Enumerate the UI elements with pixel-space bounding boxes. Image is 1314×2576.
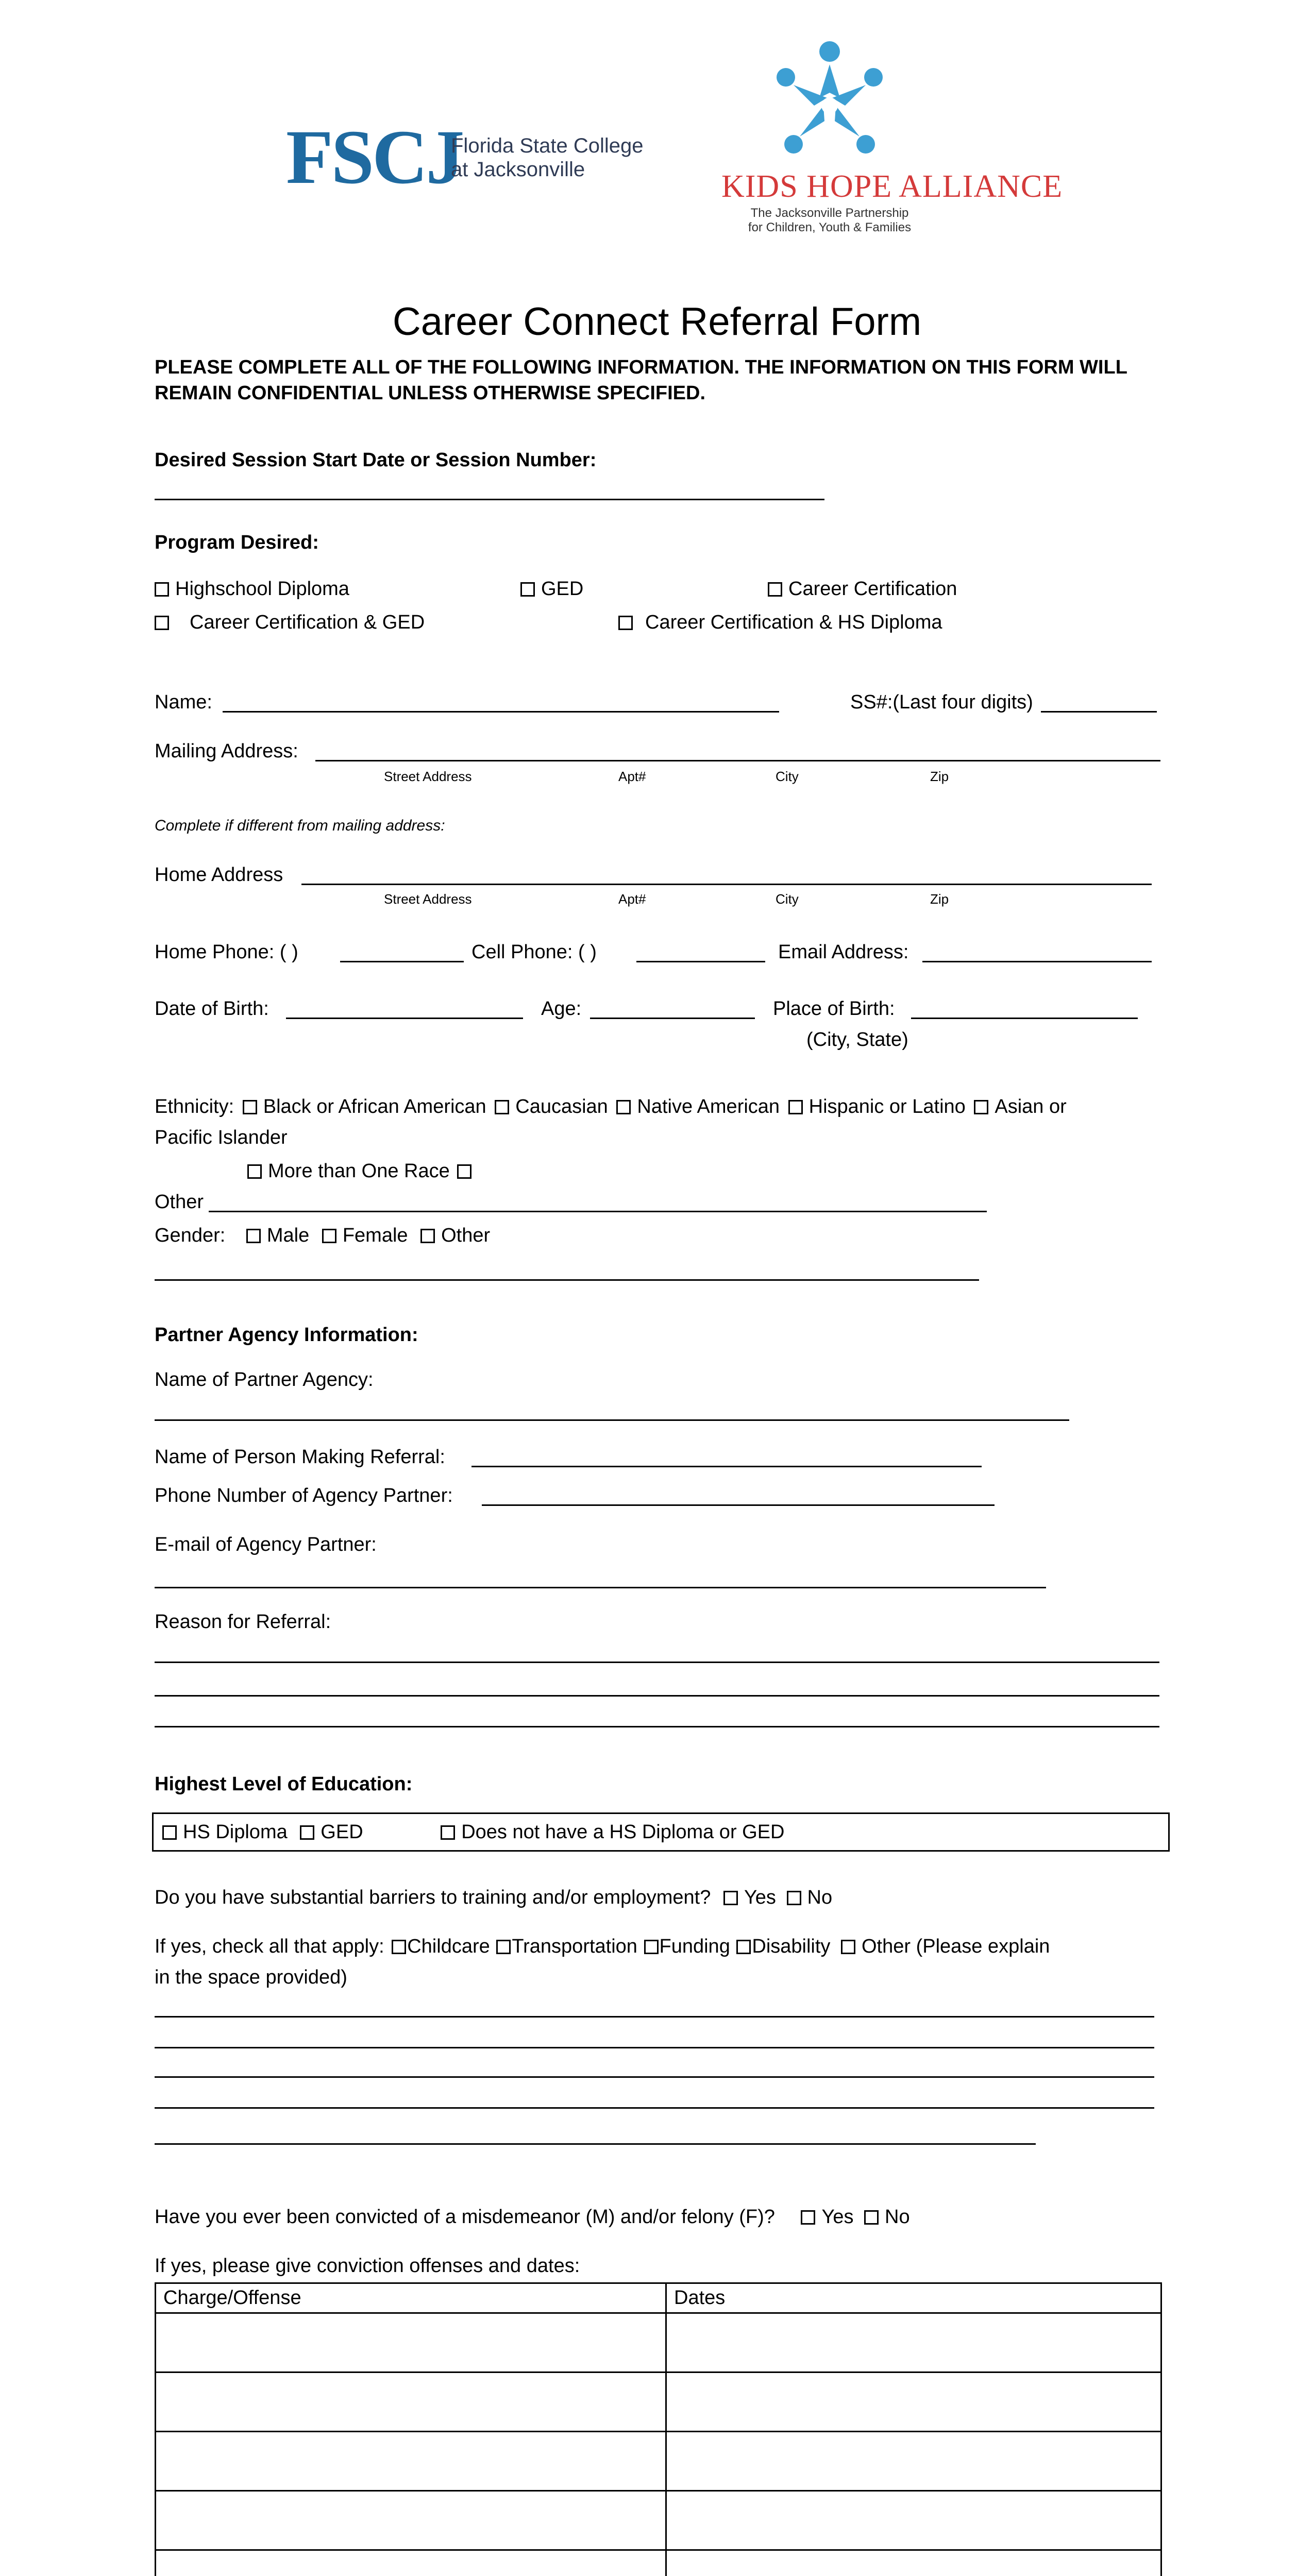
checkbox-hispanic[interactable]: [788, 1100, 803, 1114]
charge-cell[interactable]: [156, 2313, 666, 2372]
fscj-logo-mark: FSCJ: [286, 114, 463, 200]
option-label: Native American: [637, 1096, 780, 1117]
home-city-caption: City: [776, 891, 799, 907]
session-label: Desired Session Start Date or Session Number:: [155, 449, 597, 471]
ethnicity-label: Ethnicity:: [155, 1096, 234, 1117]
email-label: Email Address:: [778, 941, 909, 963]
partner-agency-input[interactable]: [155, 1419, 1069, 1421]
intro-line2: REMAIN CONFIDENTIAL UNLESS OTHERWISE SPECIFIED.: [155, 382, 706, 404]
option-label: More than One Race: [268, 1160, 450, 1182]
barriers-line-2[interactable]: [155, 2047, 1154, 2048]
referral-reason-line-3[interactable]: [155, 1726, 1159, 1727]
checkbox[interactable]: [618, 616, 633, 630]
pob-label: Place of Birth:: [773, 998, 895, 1020]
gender-label: Gender:: [155, 1225, 226, 1246]
charge-cell[interactable]: [156, 2491, 666, 2550]
checkbox-native[interactable]: [616, 1100, 631, 1114]
barriers-line-5[interactable]: [155, 2143, 1036, 2145]
home-apt-caption: Apt#: [618, 891, 646, 907]
partner-phone-input[interactable]: [482, 1504, 995, 1506]
ethnicity-pacific: Pacific Islander: [155, 1127, 288, 1148]
checkbox-gender-other[interactable]: [420, 1229, 435, 1243]
home-phone-label: Home Phone: ( ): [155, 941, 298, 963]
checkbox-conviction-no[interactable]: [864, 2210, 879, 2225]
barriers-types-row2: in the space provided): [155, 1967, 347, 1988]
dob-label: Date of Birth:: [155, 998, 269, 1020]
program-heading: Program Desired:: [155, 532, 319, 553]
mailing-apt-caption: Apt#: [618, 769, 646, 784]
checkbox[interactable]: [520, 582, 535, 597]
option-label: Childcare: [407, 1936, 490, 1957]
ethnicity-other-label: Other: [155, 1191, 204, 1213]
checkbox-ged[interactable]: [300, 1825, 314, 1840]
partner-phone-label: Phone Number of Agency Partner:: [155, 1485, 453, 1506]
option-label: Yes: [744, 1887, 776, 1908]
fscj-name-line2: at Jacksonville: [451, 158, 585, 181]
option-label: Career Certification: [788, 578, 957, 600]
checkbox-funding[interactable]: [644, 1940, 659, 1954]
date-cell[interactable]: [666, 2313, 1161, 2372]
checkbox-childcare[interactable]: [392, 1940, 406, 1954]
conviction-instruction: If yes, please give conviction offenses and dates:: [155, 2255, 580, 2277]
barriers-line-1[interactable]: [155, 2016, 1154, 2018]
option-label: Caucasian: [515, 1096, 608, 1117]
date-cell[interactable]: [666, 2491, 1161, 2550]
education-heading: Highest Level of Education:: [155, 1773, 413, 1795]
fscj-name-line1: Florida State College: [451, 134, 644, 157]
home-street-caption: Street Address: [384, 891, 472, 907]
mailing-label: Mailing Address:: [155, 740, 298, 762]
home-address-label: Home Address: [155, 864, 283, 886]
barriers-line-3[interactable]: [155, 2076, 1154, 2078]
conviction-table: [155, 2282, 1162, 2576]
checkbox-conviction-yes[interactable]: [801, 2210, 815, 2225]
session-input[interactable]: [155, 499, 824, 500]
col-charge-header: Charge/Offense: [156, 2283, 666, 2313]
col-dates-header: Dates: [666, 2283, 1161, 2313]
table-row: [156, 2491, 1161, 2550]
referral-reason-line-2[interactable]: [155, 1695, 1159, 1697]
table-row: [156, 2313, 1161, 2372]
kha-wordmark: KIDS HOPE ALLIANCE: [721, 169, 1063, 204]
kha-sub-line2: for Children, Youth & Families: [748, 221, 912, 234]
mailing-zip-caption: Zip: [930, 769, 949, 784]
barriers-prefix: If yes, check all that apply:: [155, 1936, 384, 1957]
checkbox-extra[interactable]: [457, 1164, 471, 1179]
referrer-input[interactable]: [471, 1466, 982, 1467]
date-cell[interactable]: [666, 2432, 1161, 2491]
checkbox-disability[interactable]: [736, 1940, 751, 1954]
option-label: Yes: [821, 2206, 854, 2228]
age-label: Age:: [541, 998, 582, 1020]
option-label: Male: [266, 1225, 310, 1246]
option-label: Highschool Diploma: [175, 578, 349, 600]
charge-cell[interactable]: [156, 2550, 666, 2576]
table-header-row: [156, 2283, 1161, 2313]
pob-caption: (City, State): [806, 1029, 908, 1050]
home-address-note: Complete if different from mailing address:: [155, 817, 445, 834]
referral-reason-label: Reason for Referral:: [155, 1611, 331, 1633]
page-title: Career Connect Referral Form: [392, 300, 922, 344]
home-zip-caption: Zip: [930, 891, 949, 907]
barriers-line-4[interactable]: [155, 2107, 1154, 2109]
mailing-city-caption: City: [776, 769, 799, 784]
kha-sub-line1: The Jacksonville Partnership: [750, 206, 909, 220]
checkbox-no-diploma[interactable]: [441, 1825, 455, 1840]
partner-heading: Partner Agency Information:: [155, 1324, 418, 1346]
ssn-label: SS#:(Last four digits): [850, 691, 1033, 713]
pob-input[interactable]: [911, 1018, 1138, 1019]
referral-reason-line-1[interactable]: [155, 1662, 1159, 1663]
kha-people-star-icon: [763, 36, 897, 165]
program-option-cert-ged[interactable]: [155, 611, 425, 634]
partner-agency-label: Name of Partner Agency:: [155, 1369, 374, 1391]
ethnicity-row1: [155, 1095, 1067, 1118]
option-label: GED: [541, 578, 584, 600]
checkbox-black[interactable]: [243, 1100, 257, 1114]
checkbox-male[interactable]: [246, 1229, 261, 1243]
barriers-types-row: [155, 1935, 1050, 1958]
barriers-question: Do you have substantial barriers to training and/or employment?: [155, 1887, 711, 1908]
option-label: Female: [342, 1225, 408, 1246]
option-label: Hispanic or Latino: [808, 1096, 966, 1117]
option-label: Transportation: [512, 1936, 637, 1957]
option-label: Funding: [659, 1936, 730, 1957]
checkbox-asian[interactable]: [974, 1100, 988, 1114]
education-options: [162, 1820, 785, 1844]
ssn-input[interactable]: [1041, 711, 1157, 713]
gender-row: [155, 1224, 490, 1247]
home-phone-input[interactable]: [340, 961, 464, 962]
option-label: Does not have a HS Diploma or GED: [461, 1821, 785, 1843]
conviction-question: Have you ever been convicted of a misdemeanor (M) and/or felony (F)?: [155, 2206, 775, 2228]
program-option-ged[interactable]: [520, 577, 583, 601]
option-label: Black or African American: [263, 1096, 486, 1117]
checkbox-hs-diploma[interactable]: [162, 1825, 177, 1840]
checkbox[interactable]: [155, 582, 169, 597]
option-label: No: [885, 2206, 910, 2228]
program-option-hs[interactable]: [155, 577, 349, 601]
checkbox-multi[interactable]: [247, 1164, 262, 1179]
checkbox-transportation[interactable]: [496, 1940, 511, 1954]
checkbox-barriers-no[interactable]: [787, 1891, 801, 1905]
cell-phone-input[interactable]: [636, 961, 765, 962]
email-input[interactable]: [922, 961, 1152, 962]
referrer-label: Name of Person Making Referral:: [155, 1446, 445, 1468]
ethnicity-other-input[interactable]: [209, 1211, 987, 1212]
option-label: Other (Please explain: [862, 1936, 1050, 1957]
table-row: [156, 2550, 1161, 2576]
dob-input[interactable]: [286, 1018, 523, 1019]
barriers-question-row: [155, 1886, 832, 1909]
charge-cell[interactable]: [156, 2432, 666, 2491]
option-label: Asian or: [995, 1096, 1067, 1117]
mailing-input[interactable]: [315, 760, 1160, 761]
conviction-question-row: [155, 2205, 910, 2229]
name-label: Name:: [155, 691, 212, 713]
checkbox-barrier-other[interactable]: [841, 1940, 855, 1954]
gender-line[interactable]: [155, 1279, 979, 1281]
name-input[interactable]: [223, 711, 779, 713]
charge-cell[interactable]: [156, 2372, 666, 2432]
ethnicity-multi[interactable]: [247, 1159, 478, 1183]
table-row: [156, 2432, 1161, 2491]
home-address-input[interactable]: [301, 884, 1152, 885]
date-cell[interactable]: [666, 2550, 1161, 2576]
checkbox[interactable]: [155, 616, 169, 630]
checkbox-caucasian[interactable]: [495, 1100, 509, 1114]
option-label: HS Diploma: [183, 1821, 288, 1843]
cell-phone-label: Cell Phone: ( ): [471, 941, 597, 963]
checkbox-female[interactable]: [322, 1229, 336, 1243]
checkbox[interactable]: [768, 582, 782, 597]
partner-email-label: E-mail of Agency Partner:: [155, 1534, 377, 1555]
option-label: Other: [441, 1225, 491, 1246]
partner-email-input[interactable]: [155, 1587, 1046, 1588]
intro-line1: PLEASE COMPLETE ALL OF THE FOLLOWING INFORMATION. THE INFORMATION ON THIS FORM WILL: [155, 357, 1127, 378]
option-label: Disability: [752, 1936, 831, 1957]
age-input[interactable]: [590, 1018, 755, 1019]
program-option-cert[interactable]: [768, 577, 957, 601]
program-option-cert-hs[interactable]: [618, 611, 942, 634]
checkbox-barriers-yes[interactable]: [723, 1891, 738, 1905]
table-row: [156, 2372, 1161, 2432]
option-label: GED: [321, 1821, 363, 1843]
option-label: No: [807, 1887, 833, 1908]
date-cell[interactable]: [666, 2372, 1161, 2432]
mailing-street-caption: Street Address: [384, 769, 472, 784]
option-label: Career Certification & GED: [190, 612, 425, 633]
option-label: Career Certification & HS Diploma: [645, 612, 942, 633]
